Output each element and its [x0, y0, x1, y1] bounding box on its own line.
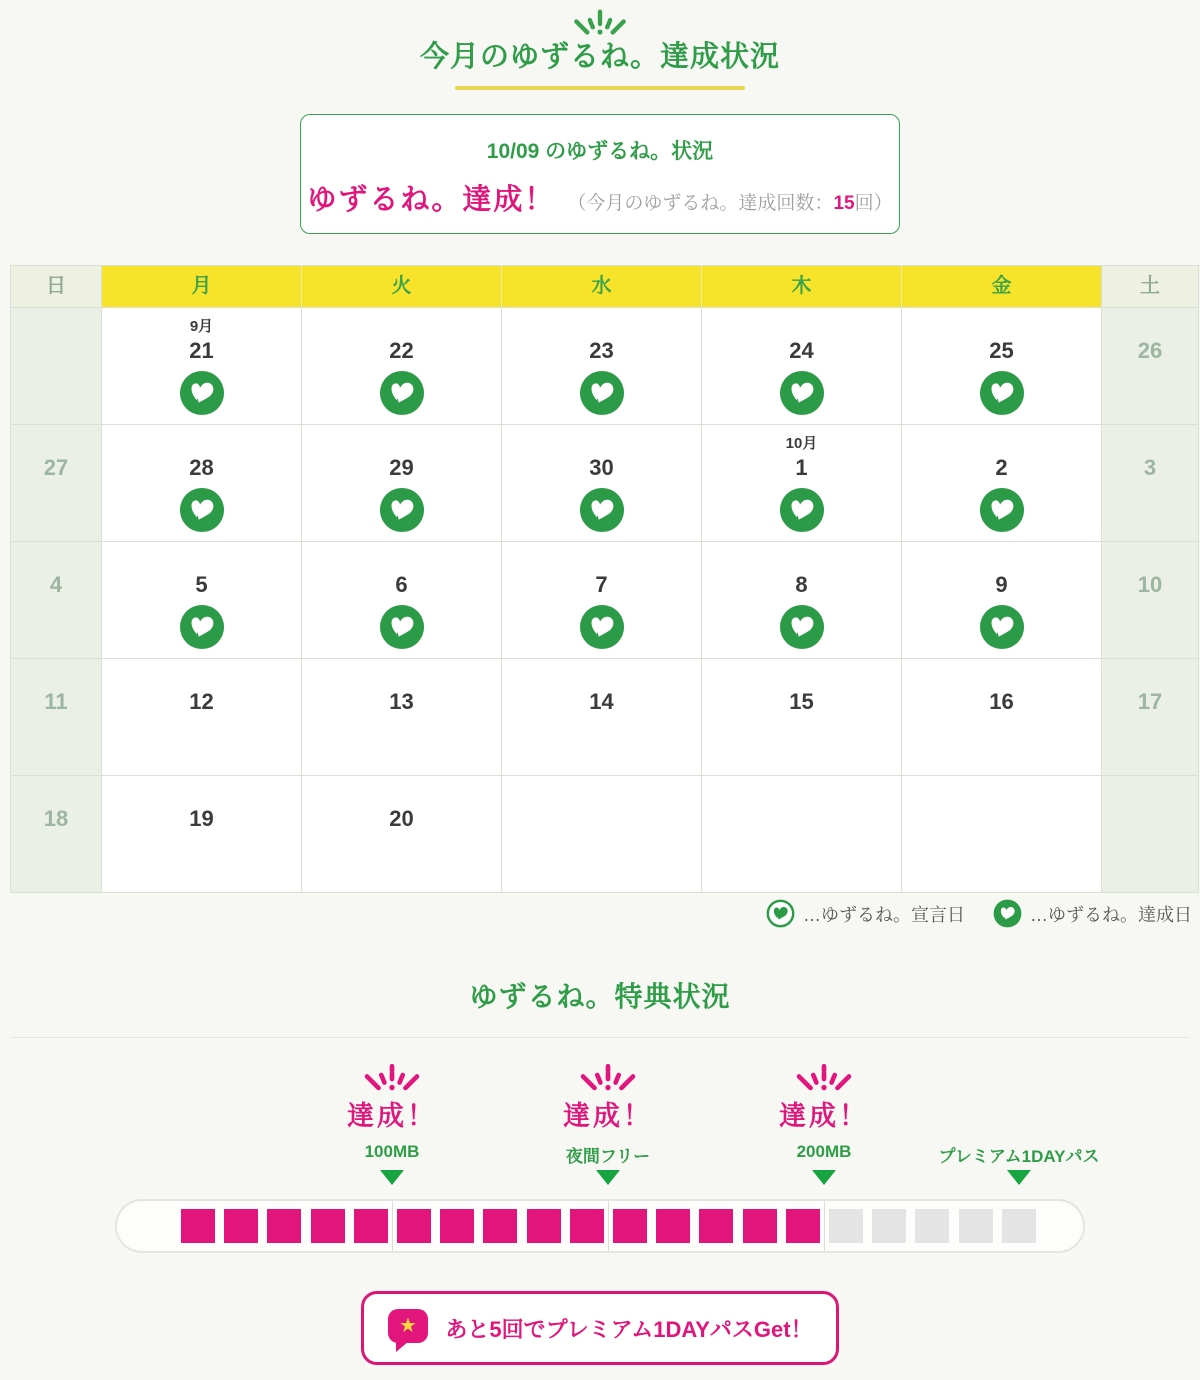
- calendar-cell: [702, 308, 902, 425]
- day-number: 14: [589, 689, 614, 714]
- progress-slot-empty: [915, 1209, 949, 1243]
- yuzurune-achieved-icon: [979, 604, 1025, 650]
- weekday-header-4: 木: [702, 266, 902, 308]
- day-number: 24: [789, 338, 814, 363]
- calendar-cell: [502, 425, 702, 542]
- calendar-cell: [102, 542, 302, 659]
- progress-slot-empty: [872, 1209, 906, 1243]
- next-reward-banner: [361, 1291, 839, 1365]
- progress-section-divider: [392, 1201, 393, 1251]
- milestone-label: 100MB: [364, 1142, 420, 1161]
- weekday-header-2: 火: [302, 266, 502, 308]
- month-label: 9月: [189, 318, 214, 335]
- day-number: 26: [1137, 338, 1163, 363]
- progress-slot-filled: [656, 1209, 690, 1243]
- day-number: 17: [1137, 689, 1163, 714]
- day-number: 6: [395, 572, 408, 597]
- yuzurune-achieved-icon: [379, 604, 425, 650]
- calendar-cell: [1102, 659, 1199, 776]
- calendar-cell: [11, 308, 102, 425]
- progress-slot-filled: [267, 1209, 301, 1243]
- status-count: [567, 188, 892, 215]
- bonus-section-title: ゆずるね。特典状況: [469, 981, 731, 1012]
- yuzurune-achieved-icon: [179, 370, 225, 416]
- page-title: 今月のゆずるね。達成状況: [419, 41, 780, 73]
- calendar-cell: [11, 425, 102, 542]
- status-count-suffix: 回）: [854, 193, 893, 214]
- day-number: 2: [995, 455, 1008, 480]
- calendar-cell: [702, 425, 902, 542]
- day-number: 28: [189, 455, 214, 480]
- daily-status-card: [300, 114, 900, 234]
- progress-slot-filled: [743, 1209, 777, 1243]
- calendar-cell: [1102, 308, 1199, 425]
- day-number: 7: [595, 572, 608, 597]
- calendar-cell: [302, 425, 502, 542]
- milestone-achieved-text: 達成！: [347, 1101, 437, 1131]
- calendar-cell: [102, 659, 302, 776]
- progress-slot-empty: [959, 1209, 993, 1243]
- calendar-row: [11, 308, 1200, 425]
- progress-slot-empty: [1002, 1209, 1036, 1243]
- progress-section-divider: [824, 1201, 825, 1251]
- calendar-cell: [702, 659, 902, 776]
- calendar-cell: [102, 308, 302, 425]
- calendar-cell: [302, 308, 502, 425]
- day-number: 12: [189, 689, 214, 714]
- yuzurune-achieved-icon: [779, 604, 825, 650]
- yuzurune-achieved-icon: [779, 487, 825, 533]
- calendar-cell: [11, 659, 102, 776]
- status-date: 10/09 のゆずるね。状況: [486, 140, 714, 163]
- yuzurune-achieved-icon: [579, 487, 625, 533]
- calendar-cell: [502, 542, 702, 659]
- milestone-label: 夜間フリー: [565, 1147, 651, 1166]
- day-number: 10: [1137, 572, 1163, 597]
- weekday-header-0: 日: [11, 266, 102, 308]
- day-number: 8: [795, 572, 808, 597]
- yuzurune-achieved-icon: [779, 370, 825, 416]
- yuzurune-achieved-icon: [179, 487, 225, 533]
- legend-label: …ゆずるね。達成日: [1030, 904, 1192, 925]
- progress-slot-filled: [570, 1209, 604, 1243]
- weekday-header-5: 金: [902, 266, 1102, 308]
- calendar-cell: [502, 308, 702, 425]
- progress-slot-filled: [699, 1209, 733, 1243]
- day-number: 1: [795, 455, 808, 480]
- progress-slot-filled: [224, 1209, 258, 1243]
- progress-slot-filled: [440, 1209, 474, 1243]
- day-number: 21: [189, 338, 214, 363]
- day-number: 15: [789, 689, 814, 714]
- yuzurune-achieved-icon: [579, 370, 625, 416]
- milestone-pointer-icon: [812, 1170, 836, 1185]
- calendar-cell: [11, 542, 102, 659]
- sparkle-burst-icon: [571, 1058, 645, 1096]
- day-number: 19: [189, 806, 214, 831]
- yuzurune-achieved-icon: [979, 370, 1025, 416]
- status-result: ゆずるね。達成！: [307, 184, 556, 216]
- calendar-cell: [102, 776, 302, 893]
- calendar-row: [11, 542, 1200, 659]
- day-number: 11: [44, 689, 68, 714]
- calendar-cell: [502, 776, 702, 893]
- progress-slot-filled: [527, 1209, 561, 1243]
- milestone-pointer-icon: [596, 1170, 620, 1185]
- sparkle-burst-icon: [787, 1058, 861, 1096]
- yuzurune-achieved-icon: [579, 604, 625, 650]
- bonus-progress-area: [0, 1038, 1200, 1253]
- progress-section-divider: [608, 1201, 609, 1251]
- calendar-cell: [502, 659, 702, 776]
- calendar-cell: [1102, 425, 1199, 542]
- calendar-cell: [902, 425, 1102, 542]
- day-number: 29: [389, 455, 414, 480]
- day-number: 13: [389, 689, 414, 714]
- calendar-cell: [302, 776, 502, 893]
- calendar-row: [11, 659, 1200, 776]
- yuzurune-achieved-icon: [993, 899, 1022, 928]
- calendar-cell: [302, 542, 502, 659]
- calendar-cell: [702, 542, 902, 659]
- yuzurune-achieved-icon: [379, 487, 425, 533]
- milestone-label: 200MB: [796, 1142, 852, 1161]
- milestone-label: プレミアム1DAYパス: [938, 1147, 1100, 1166]
- day-number: 16: [989, 689, 1014, 714]
- title-underline: [455, 86, 745, 90]
- progress-slot-filled: [483, 1209, 517, 1243]
- speech-bubble-star-icon: ★: [388, 1309, 428, 1343]
- progress-slot-filled: [354, 1209, 388, 1243]
- day-number: 18: [43, 806, 69, 831]
- day-number: 20: [389, 806, 414, 831]
- progress-slot-filled: [311, 1209, 345, 1243]
- milestone-pointer-icon: [380, 1170, 404, 1185]
- progress-slot-filled: [181, 1209, 215, 1243]
- milestone-achieved-text: 達成！: [779, 1101, 869, 1131]
- calendar-legend: [766, 899, 1192, 928]
- calendar-cell: [702, 776, 902, 893]
- day-number: 25: [989, 338, 1014, 363]
- weekday-header-3: 水: [502, 266, 702, 308]
- day-number: 9: [995, 572, 1008, 597]
- calendar-weekday-header: [11, 266, 1200, 308]
- month-label: 10月: [785, 435, 818, 452]
- next-reward-message: あと5回でプレミアム1DAYパスGet！: [445, 1316, 813, 1342]
- day-number: 22: [389, 338, 414, 363]
- legend-label: …ゆずるね。宣言日: [803, 904, 965, 925]
- calendar-row: [11, 776, 1200, 893]
- calendar-cell: [902, 542, 1102, 659]
- yuzurune-achieved-icon: [179, 604, 225, 650]
- progress-slot-filled: [786, 1209, 820, 1243]
- status-count-value: 15: [833, 193, 855, 214]
- calendar-cell: [902, 659, 1102, 776]
- calendar-cell: [11, 776, 102, 893]
- milestone-pointer-icon: [1007, 1170, 1031, 1185]
- weekday-header-1: 月: [102, 266, 302, 308]
- yuzurune-achieved-icon: [979, 487, 1025, 533]
- day-number: 30: [589, 455, 614, 480]
- calendar-cell: [1102, 542, 1199, 659]
- milestone-achieved-text: 達成！: [563, 1101, 653, 1131]
- calendar-body: [11, 308, 1200, 893]
- day-number: 27: [43, 455, 69, 480]
- calendar-cell: [902, 308, 1102, 425]
- calendar-row: [11, 425, 1200, 542]
- calendar-cell: [102, 425, 302, 542]
- weekday-header-6: 土: [1102, 266, 1199, 308]
- reward-progress-bar: [115, 1199, 1085, 1253]
- day-number: 4: [49, 572, 63, 597]
- status-count-prefix: （今月のゆずるね。達成回数：: [567, 193, 834, 214]
- day-number: 3: [1143, 455, 1157, 480]
- progress-slot-empty: [829, 1209, 863, 1243]
- calendar-cell: [902, 776, 1102, 893]
- yuzurune-declared-icon: [766, 899, 795, 928]
- calendar-cell: [302, 659, 502, 776]
- yuzurune-calendar: [10, 265, 1200, 893]
- yuzurune-achieved-icon: [379, 370, 425, 416]
- status-result-line: [301, 177, 899, 218]
- calendar-cell: [1102, 776, 1199, 893]
- progress-slot-filled: [397, 1209, 431, 1243]
- day-number: 23: [589, 338, 614, 363]
- progress-slot-filled: [613, 1209, 647, 1243]
- day-number: 5: [195, 572, 208, 597]
- sparkle-burst-icon: [355, 1058, 429, 1096]
